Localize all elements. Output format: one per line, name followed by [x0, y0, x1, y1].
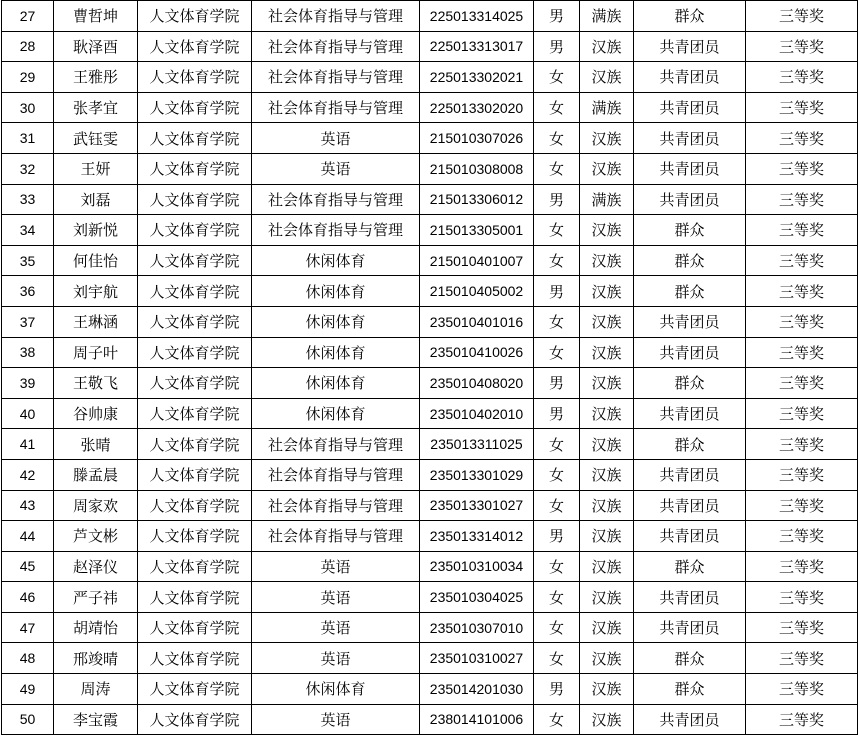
student-id-cell: 215013305001: [420, 215, 534, 246]
ethnicity-cell: 汉族: [580, 490, 634, 521]
student-name-cell: 张孝宜: [54, 92, 138, 123]
student-id-cell: 235010408020: [420, 368, 534, 399]
row-number-cell: 47: [2, 612, 54, 643]
gender-cell: 女: [534, 490, 580, 521]
student-name-cell: 邢竣晴: [54, 643, 138, 674]
student-name-cell: 武钰雯: [54, 123, 138, 154]
award-level-cell: 三等奖: [746, 490, 858, 521]
row-number-cell: 34: [2, 215, 54, 246]
major-cell: 休闲体育: [252, 368, 420, 399]
major-cell: 英语: [252, 153, 420, 184]
political-status-cell: 共青团员: [634, 306, 746, 337]
student-name-cell: 王妍: [54, 153, 138, 184]
student-name-cell: 赵泽仪: [54, 551, 138, 582]
college-cell: 人文体育学院: [138, 459, 252, 490]
political-status-cell: 群众: [634, 215, 746, 246]
political-status-cell: 共青团员: [634, 490, 746, 521]
award-level-cell: 三等奖: [746, 521, 858, 552]
major-cell: 社会体育指导与管理: [252, 490, 420, 521]
award-level-cell: 三等奖: [746, 215, 858, 246]
row-number-cell: 42: [2, 459, 54, 490]
table-row: [2, 704, 858, 735]
student-name-cell: 严子祎: [54, 582, 138, 613]
row-number-cell: 48: [2, 643, 54, 674]
ethnicity-cell: 汉族: [580, 551, 634, 582]
college-cell: 人文体育学院: [138, 1, 252, 32]
student-name-cell: 周子叶: [54, 337, 138, 368]
row-number-cell: 33: [2, 184, 54, 215]
table-row: [2, 123, 858, 154]
political-status-cell: 群众: [634, 674, 746, 705]
ethnicity-cell: 汉族: [580, 459, 634, 490]
student-name-cell: 胡靖怡: [54, 612, 138, 643]
major-cell: 社会体育指导与管理: [252, 1, 420, 32]
award-level-cell: 三等奖: [746, 368, 858, 399]
ethnicity-cell: 汉族: [580, 215, 634, 246]
row-number-cell: 36: [2, 276, 54, 307]
political-status-cell: 共青团员: [634, 521, 746, 552]
table-row: [2, 398, 858, 429]
student-id-cell: 215013306012: [420, 184, 534, 215]
college-cell: 人文体育学院: [138, 62, 252, 93]
college-cell: 人文体育学院: [138, 643, 252, 674]
student-name-cell: 周家欢: [54, 490, 138, 521]
student-id-cell: 215010308008: [420, 153, 534, 184]
college-cell: 人文体育学院: [138, 612, 252, 643]
college-cell: 人文体育学院: [138, 337, 252, 368]
student-id-cell: 235014201030: [420, 674, 534, 705]
major-cell: 英语: [252, 551, 420, 582]
gender-cell: 女: [534, 306, 580, 337]
political-status-cell: 群众: [634, 276, 746, 307]
gender-cell: 男: [534, 184, 580, 215]
row-number-cell: 30: [2, 92, 54, 123]
gender-cell: 男: [534, 31, 580, 62]
gender-cell: 男: [534, 521, 580, 552]
table-row: [2, 306, 858, 337]
table-row: [2, 92, 858, 123]
gender-cell: 女: [534, 215, 580, 246]
row-number-cell: 31: [2, 123, 54, 154]
major-cell: 英语: [252, 582, 420, 613]
award-level-cell: 三等奖: [746, 398, 858, 429]
row-number-cell: 41: [2, 429, 54, 460]
ethnicity-cell: 汉族: [580, 337, 634, 368]
row-number-cell: 28: [2, 31, 54, 62]
award-list-table: [1, 0, 858, 735]
award-level-cell: 三等奖: [746, 459, 858, 490]
award-level-cell: 三等奖: [746, 123, 858, 154]
student-id-cell: 235010410026: [420, 337, 534, 368]
row-number-cell: 50: [2, 704, 54, 735]
table-row: [2, 612, 858, 643]
row-number-cell: 38: [2, 337, 54, 368]
political-status-cell: 共青团员: [634, 398, 746, 429]
table-row: [2, 337, 858, 368]
table-row: [2, 459, 858, 490]
college-cell: 人文体育学院: [138, 582, 252, 613]
college-cell: 人文体育学院: [138, 245, 252, 276]
ethnicity-cell: 汉族: [580, 612, 634, 643]
gender-cell: 女: [534, 643, 580, 674]
college-cell: 人文体育学院: [138, 92, 252, 123]
gender-cell: 男: [534, 368, 580, 399]
row-number-cell: 29: [2, 62, 54, 93]
college-cell: 人文体育学院: [138, 123, 252, 154]
gender-cell: 女: [534, 582, 580, 613]
table-row: [2, 674, 858, 705]
student-name-cell: 滕孟晨: [54, 459, 138, 490]
row-number-cell: 27: [2, 1, 54, 32]
student-id-cell: 225013313017: [420, 31, 534, 62]
political-status-cell: 群众: [634, 1, 746, 32]
political-status-cell: 共青团员: [634, 153, 746, 184]
ethnicity-cell: 汉族: [580, 153, 634, 184]
college-cell: 人文体育学院: [138, 215, 252, 246]
political-status-cell: 群众: [634, 368, 746, 399]
college-cell: 人文体育学院: [138, 674, 252, 705]
ethnicity-cell: 汉族: [580, 31, 634, 62]
table-row: [2, 551, 858, 582]
major-cell: 社会体育指导与管理: [252, 184, 420, 215]
political-status-cell: 共青团员: [634, 582, 746, 613]
student-name-cell: 刘磊: [54, 184, 138, 215]
ethnicity-cell: 汉族: [580, 674, 634, 705]
award-level-cell: 三等奖: [746, 1, 858, 32]
major-cell: 社会体育指导与管理: [252, 215, 420, 246]
college-cell: 人文体育学院: [138, 398, 252, 429]
table-row: [2, 429, 858, 460]
row-number-cell: 46: [2, 582, 54, 613]
gender-cell: 女: [534, 704, 580, 735]
gender-cell: 女: [534, 123, 580, 154]
gender-cell: 男: [534, 276, 580, 307]
political-status-cell: 群众: [634, 429, 746, 460]
college-cell: 人文体育学院: [138, 368, 252, 399]
student-id-cell: 235013311025: [420, 429, 534, 460]
award-level-cell: 三等奖: [746, 582, 858, 613]
row-number-cell: 44: [2, 521, 54, 552]
political-status-cell: 共青团员: [634, 337, 746, 368]
student-id-cell: 238014101006: [420, 704, 534, 735]
row-number-cell: 32: [2, 153, 54, 184]
table-row: [2, 62, 858, 93]
award-level-cell: 三等奖: [746, 704, 858, 735]
table-row: [2, 1, 858, 32]
ethnicity-cell: 满族: [580, 184, 634, 215]
award-level-cell: 三等奖: [746, 31, 858, 62]
student-id-cell: 235010307010: [420, 612, 534, 643]
major-cell: 社会体育指导与管理: [252, 31, 420, 62]
gender-cell: 男: [534, 398, 580, 429]
award-level-cell: 三等奖: [746, 62, 858, 93]
political-status-cell: 共青团员: [634, 62, 746, 93]
ethnicity-cell: 满族: [580, 1, 634, 32]
student-id-cell: 235010401016: [420, 306, 534, 337]
major-cell: 英语: [252, 123, 420, 154]
political-status-cell: 共青团员: [634, 92, 746, 123]
major-cell: 社会体育指导与管理: [252, 92, 420, 123]
gender-cell: 男: [534, 674, 580, 705]
table-row: [2, 184, 858, 215]
table-row: [2, 643, 858, 674]
table-row: [2, 245, 858, 276]
ethnicity-cell: 汉族: [580, 429, 634, 460]
gender-cell: 女: [534, 153, 580, 184]
student-id-cell: 225013314025: [420, 1, 534, 32]
ethnicity-cell: 汉族: [580, 306, 634, 337]
college-cell: 人文体育学院: [138, 306, 252, 337]
major-cell: 休闲体育: [252, 398, 420, 429]
ethnicity-cell: 汉族: [580, 704, 634, 735]
student-id-cell: 215010405002: [420, 276, 534, 307]
award-level-cell: 三等奖: [746, 337, 858, 368]
major-cell: 社会体育指导与管理: [252, 459, 420, 490]
political-status-cell: 群众: [634, 551, 746, 582]
ethnicity-cell: 汉族: [580, 245, 634, 276]
student-id-cell: 225013302021: [420, 62, 534, 93]
student-id-cell: 235010310034: [420, 551, 534, 582]
row-number-cell: 43: [2, 490, 54, 521]
major-cell: 休闲体育: [252, 674, 420, 705]
award-level-cell: 三等奖: [746, 612, 858, 643]
award-level-cell: 三等奖: [746, 245, 858, 276]
student-name-cell: 王敬飞: [54, 368, 138, 399]
major-cell: 休闲体育: [252, 337, 420, 368]
student-id-cell: 215010307026: [420, 123, 534, 154]
gender-cell: 女: [534, 92, 580, 123]
student-id-cell: 235013301027: [420, 490, 534, 521]
award-level-cell: 三等奖: [746, 643, 858, 674]
row-number-cell: 37: [2, 306, 54, 337]
student-id-cell: 225013302020: [420, 92, 534, 123]
table-row: [2, 490, 858, 521]
political-status-cell: 群众: [634, 643, 746, 674]
student-name-cell: 谷帅康: [54, 398, 138, 429]
table-row: [2, 582, 858, 613]
ethnicity-cell: 满族: [580, 92, 634, 123]
major-cell: 社会体育指导与管理: [252, 429, 420, 460]
major-cell: 社会体育指导与管理: [252, 62, 420, 93]
row-number-cell: 35: [2, 245, 54, 276]
major-cell: 社会体育指导与管理: [252, 521, 420, 552]
award-level-cell: 三等奖: [746, 551, 858, 582]
row-number-cell: 49: [2, 674, 54, 705]
student-id-cell: 235010402010: [420, 398, 534, 429]
student-name-cell: 耿泽酉: [54, 31, 138, 62]
major-cell: 英语: [252, 643, 420, 674]
ethnicity-cell: 汉族: [580, 368, 634, 399]
college-cell: 人文体育学院: [138, 490, 252, 521]
award-level-cell: 三等奖: [746, 92, 858, 123]
ethnicity-cell: 汉族: [580, 643, 634, 674]
gender-cell: 男: [534, 1, 580, 32]
award-level-cell: 三等奖: [746, 674, 858, 705]
row-number-cell: 40: [2, 398, 54, 429]
table-row: [2, 215, 858, 246]
award-level-cell: 三等奖: [746, 276, 858, 307]
major-cell: 英语: [252, 704, 420, 735]
ethnicity-cell: 汉族: [580, 123, 634, 154]
major-cell: 英语: [252, 612, 420, 643]
college-cell: 人文体育学院: [138, 31, 252, 62]
college-cell: 人文体育学院: [138, 276, 252, 307]
ethnicity-cell: 汉族: [580, 276, 634, 307]
table-body: [2, 1, 858, 735]
student-id-cell: 235010304025: [420, 582, 534, 613]
gender-cell: 女: [534, 612, 580, 643]
student-id-cell: 235010310027: [420, 643, 534, 674]
political-status-cell: 共青团员: [634, 459, 746, 490]
table-row: [2, 276, 858, 307]
table-row: [2, 521, 858, 552]
award-level-cell: 三等奖: [746, 306, 858, 337]
student-name-cell: 曹哲坤: [54, 1, 138, 32]
college-cell: 人文体育学院: [138, 429, 252, 460]
gender-cell: 女: [534, 337, 580, 368]
college-cell: 人文体育学院: [138, 551, 252, 582]
college-cell: 人文体育学院: [138, 521, 252, 552]
political-status-cell: 共青团员: [634, 184, 746, 215]
student-name-cell: 周涛: [54, 674, 138, 705]
row-number-cell: 45: [2, 551, 54, 582]
ethnicity-cell: 汉族: [580, 62, 634, 93]
major-cell: 休闲体育: [252, 306, 420, 337]
gender-cell: 女: [534, 245, 580, 276]
student-name-cell: 李宝霞: [54, 704, 138, 735]
award-level-cell: 三等奖: [746, 429, 858, 460]
political-status-cell: 共青团员: [634, 31, 746, 62]
student-name-cell: 芦文彬: [54, 521, 138, 552]
political-status-cell: 共青团员: [634, 704, 746, 735]
college-cell: 人文体育学院: [138, 704, 252, 735]
row-number-cell: 39: [2, 368, 54, 399]
student-name-cell: 张晴: [54, 429, 138, 460]
table-row: [2, 31, 858, 62]
student-name-cell: 刘宇航: [54, 276, 138, 307]
student-id-cell: 235013301029: [420, 459, 534, 490]
ethnicity-cell: 汉族: [580, 521, 634, 552]
college-cell: 人文体育学院: [138, 153, 252, 184]
political-status-cell: 共青团员: [634, 612, 746, 643]
student-name-cell: 何佳怡: [54, 245, 138, 276]
award-level-cell: 三等奖: [746, 184, 858, 215]
college-cell: 人文体育学院: [138, 184, 252, 215]
political-status-cell: 群众: [634, 245, 746, 276]
award-level-cell: 三等奖: [746, 153, 858, 184]
major-cell: 休闲体育: [252, 245, 420, 276]
student-name-cell: 刘新悦: [54, 215, 138, 246]
table-row: [2, 368, 858, 399]
student-id-cell: 215010401007: [420, 245, 534, 276]
political-status-cell: 共青团员: [634, 123, 746, 154]
table-row: [2, 153, 858, 184]
gender-cell: 女: [534, 459, 580, 490]
gender-cell: 女: [534, 551, 580, 582]
gender-cell: 女: [534, 62, 580, 93]
gender-cell: 女: [534, 429, 580, 460]
ethnicity-cell: 汉族: [580, 582, 634, 613]
ethnicity-cell: 汉族: [580, 398, 634, 429]
student-name-cell: 王琳涵: [54, 306, 138, 337]
student-id-cell: 235013314012: [420, 521, 534, 552]
student-name-cell: 王雅彤: [54, 62, 138, 93]
major-cell: 休闲体育: [252, 276, 420, 307]
